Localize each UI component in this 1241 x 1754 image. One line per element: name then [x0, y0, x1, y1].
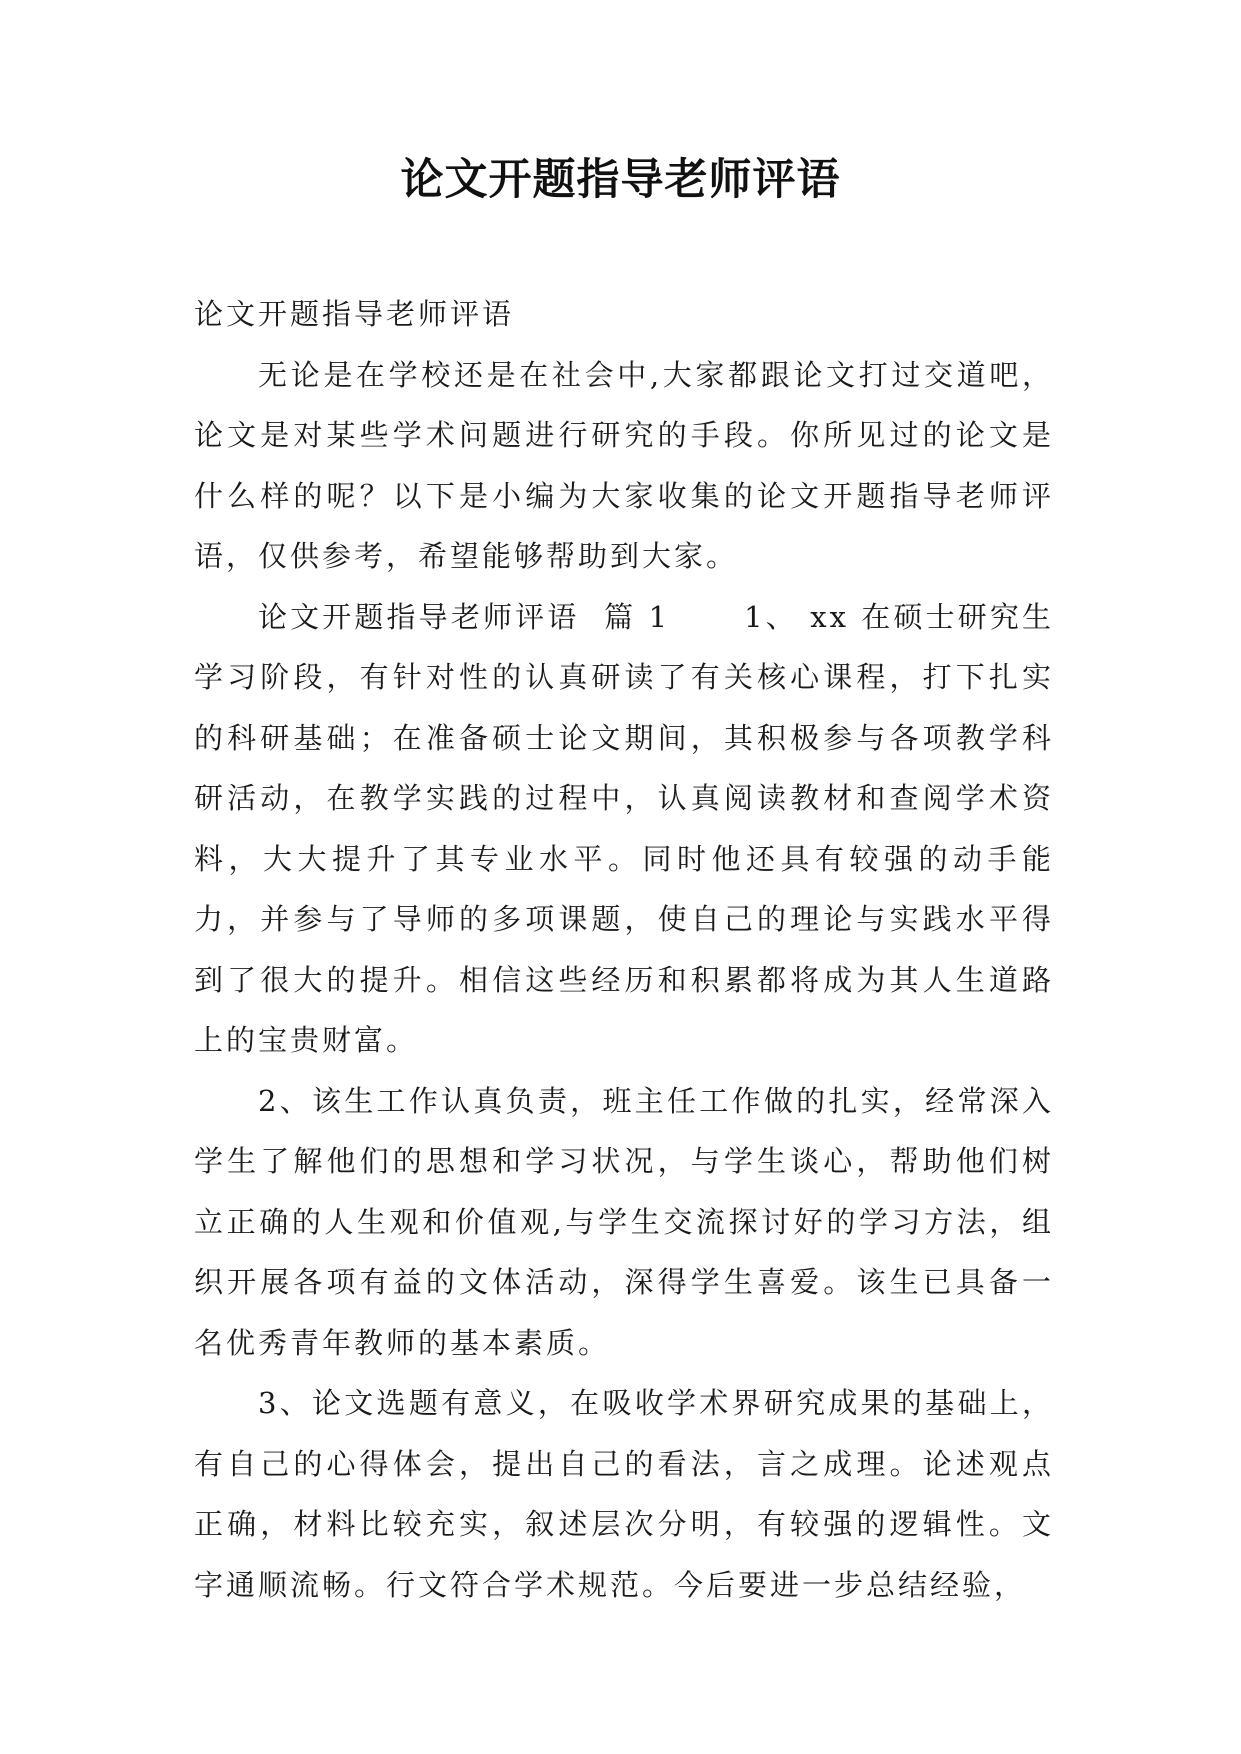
paragraph-comment-3: 3、论文选题有意义，在吸收学术界研究成果的基础上，有自己的心得体会，提出自己的看法，言之成理。论述观点正确，材料比较充实，叙述层次分明，有较强的逻辑性。文字通顺流畅。行文符合学术规范。今后要进一步总结经验， [194, 1386, 1054, 1602]
document-title: 论文开题指导老师评语 [400, 155, 841, 205]
paragraph-intro: 无论是在学校还是在社会中,大家都跟论文打过交道吧，论文是对某些学术问题进行研究的手段。你所见过的论文是什么样的呢？以下是小编为大家收集的论文开题指导老师评语，仅供参考，希望能够帮助到大家。 [194, 357, 1054, 573]
paragraph-comment-2: 2、该生工作认真负责，班主任工作做的扎实，经常深入学生了解他们的思想和学习状况，与学生谈心，帮助他们树立正确的人生观和价值观,与学生交流探讨好的学习方法，组织开展各项有益的文体活动，深得学生喜爱。该生已具备一名优秀青年教师的基本素质。 [194, 1083, 1054, 1360]
document-body [194, 284, 1054, 1615]
paragraph-comment-1: 论文开题指导老师评语 篇 1 1、 xx 在硕士研究生学习阶段，有针对性的认真研读了有关核心课程，打下扎实的科研基础；在准备硕士论文期间，其积极参与各项教学科研活动，在教学实践的过程中，认真阅读教材和查阅学术资料，大大提升了其专业水平。同时他还具有较强的动手能力，并参与了导师的多项课题，使自己的理论与实践水平得到了很大的提升。相信这些经历和积累都将成为其人生道路上的宝贵财富。 [194, 599, 1054, 1057]
document-subtitle: 论文开题指导老师评语 [194, 297, 515, 331]
